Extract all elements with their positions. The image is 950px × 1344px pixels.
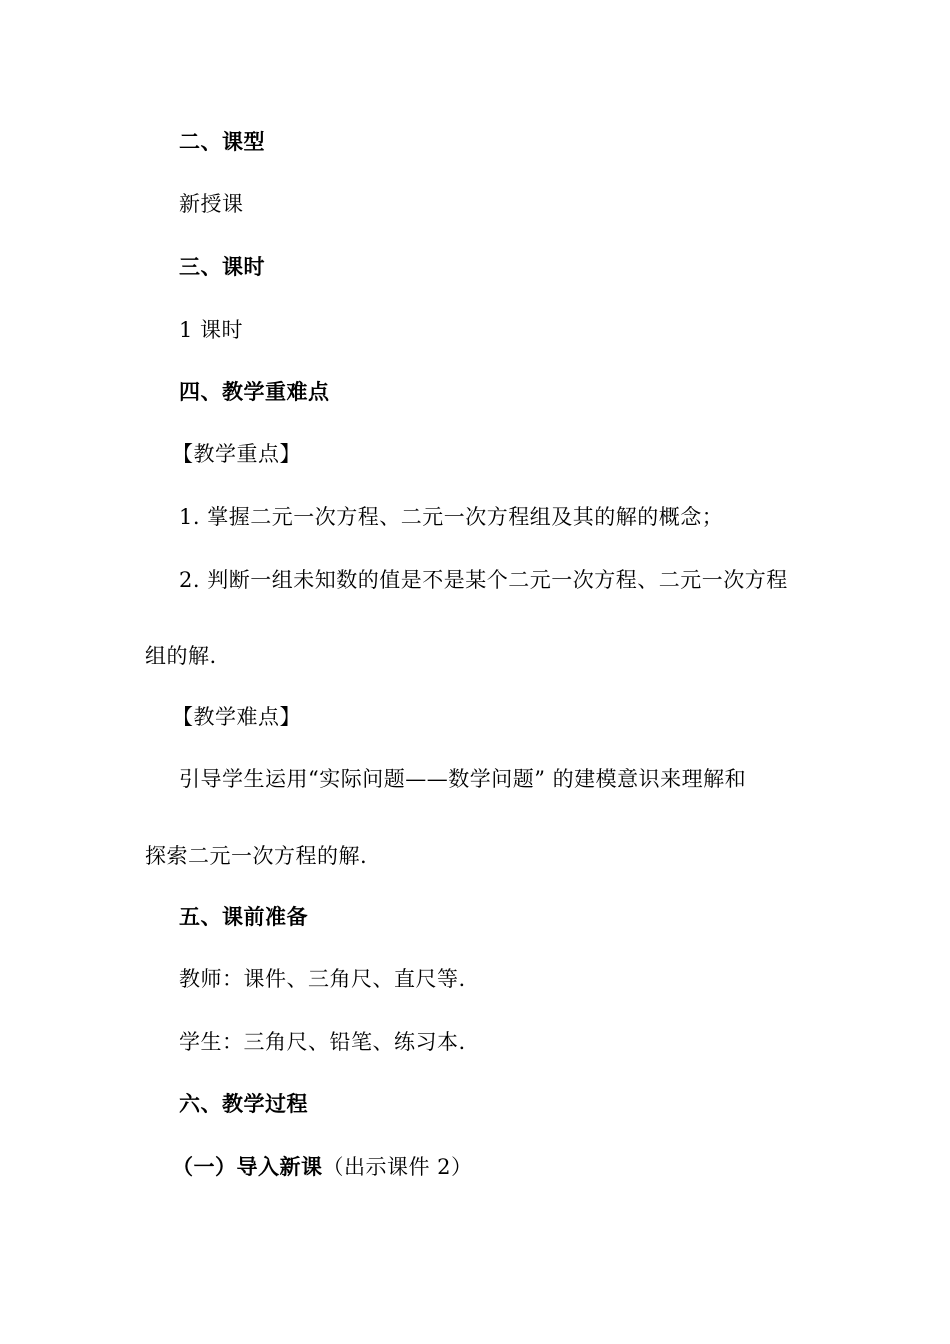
class-hours-text: 1 课时 xyxy=(179,318,244,342)
key-points-label: 【教学重点】 xyxy=(172,442,301,466)
section-heading-class-hours: 三、课时 xyxy=(179,255,265,279)
subsection-intro-note: （出示课件 2） xyxy=(322,1155,473,1179)
preparation-teacher: 教师：课件、三角尺、直尺等. xyxy=(179,967,466,991)
key-point-1: 1. 掌握二元一次方程、二元一次方程组及其的解的概念； xyxy=(179,505,724,529)
key-point-2-line-2: 组的解. xyxy=(145,644,217,668)
subsection-intro xyxy=(172,1153,473,1181)
subsection-intro-title: （一）导入新课 xyxy=(172,1155,323,1179)
lesson-type-text: 新授课 xyxy=(179,192,244,216)
section-heading-teaching-process: 六、教学过程 xyxy=(179,1092,308,1116)
section-heading-preparation: 五、课前准备 xyxy=(179,905,308,929)
key-point-2-line-1: 2. 判断一组未知数的值是不是某个二元一次方程、二元一次方程 xyxy=(179,568,788,592)
difficult-points-label: 【教学难点】 xyxy=(172,705,301,729)
difficult-point-line-2: 探索二元一次方程的解. xyxy=(145,844,368,868)
section-heading-lesson-type: 二、课型 xyxy=(179,130,265,154)
difficult-point-line-1: 引导学生运用“实际问题——数学问题” 的建模意识来理解和 xyxy=(179,767,747,791)
section-heading-key-difficult: 四、教学重难点 xyxy=(179,380,330,404)
preparation-student: 学生：三角尺、铅笔、练习本. xyxy=(179,1030,466,1054)
